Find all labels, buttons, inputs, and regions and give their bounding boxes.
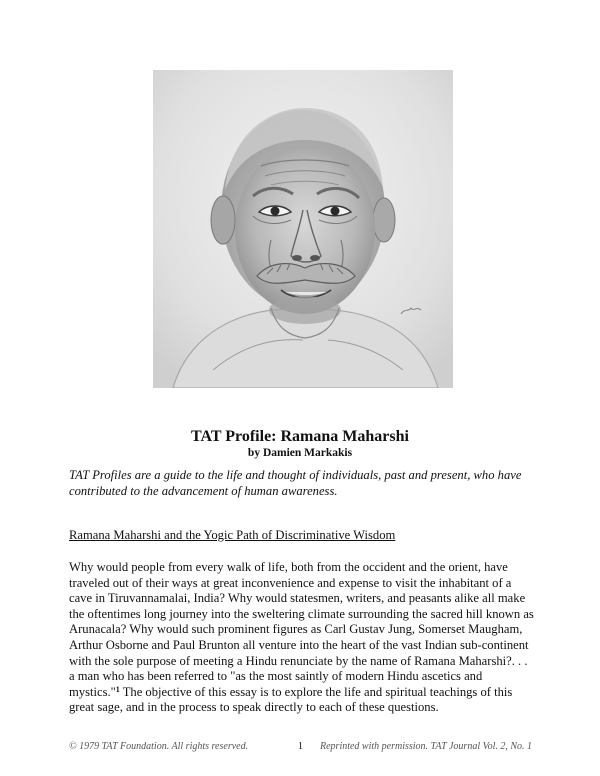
section-heading: Ramana Maharshi and the Yogic Path of Discriminative Wisdom [69, 528, 396, 542]
body-paragraph [69, 560, 534, 716]
copyright-notice: © 1979 TAT Foundation. All rights reserved. [69, 741, 249, 752]
author-byline: by Damien Markakis [247, 447, 353, 459]
page-title: TAT Profile: Ramana Maharshi [191, 428, 409, 445]
page-number: 1 [298, 741, 303, 752]
footnote-marker[interactable]: 1 [115, 684, 120, 694]
intro-paragraph: TAT Profiles are a guide to the life and thought of individuals, past and present, who have contributed to the advancement of human awareness. [69, 468, 522, 498]
reprint-notice: Reprinted with permission. TAT Journal Vol. 2, No. 1 [320, 741, 533, 752]
body-text-continuation: The objective of this essay is to explore the life and spiritual teachings of this great sage, and in the process to speak directly to each of these questions. [69, 684, 513, 715]
portrait-image [153, 70, 453, 388]
body-text-main: Why would people from every walk of life, both from the occident and the orient, have traveled out of their ways at great inconvenience and expense to visit the inhabitant of a cave in Tiruvannamalai, India? Why would statesmen, writers, and peasants alike all make the oftentimes long journey into the sweltering climate surrounding the sacred hill known as Arunacala? Why would such prominent figures as Carl Gustav Jung, Somerset Maugham, Arthur Osborne and Paul Brunton all venture into the heart of the vast Indian sub-continent with the sole purpose of meeting a Hindu renunciate by the name of Ramana Maharshi?. . . a man who has been referred to "as the most saintly of modern Hindu ascetics and mystics." [69, 560, 534, 699]
